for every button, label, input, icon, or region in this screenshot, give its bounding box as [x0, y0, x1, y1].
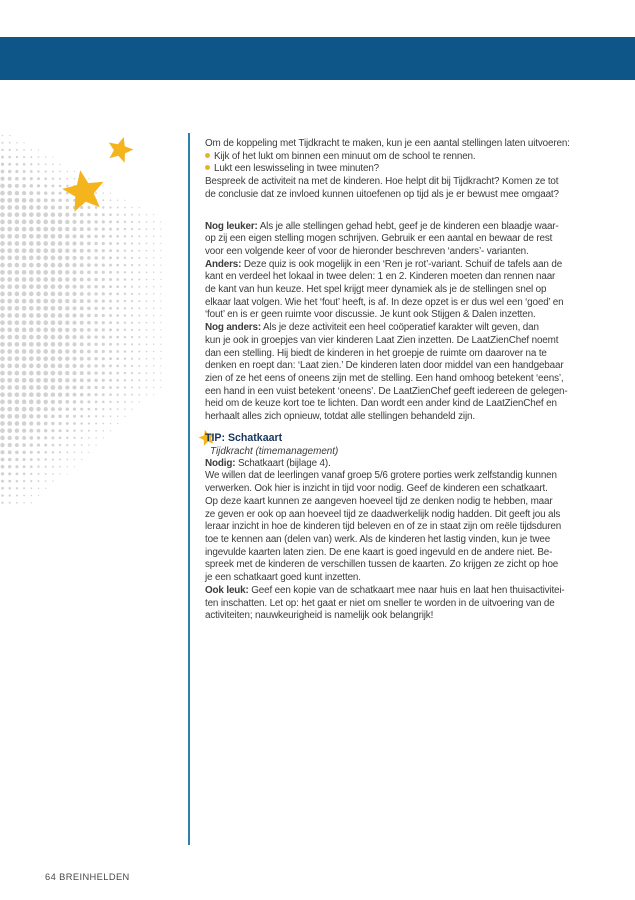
vertical-divider — [188, 133, 190, 845]
star-icon-small — [109, 137, 134, 163]
page-number: 64 — [45, 872, 57, 882]
footer — [45, 872, 130, 882]
text-line: Nodig: Schatkaart (bijlage 4). — [205, 457, 331, 469]
text-line: Ook leuk: Geef een kopie van de schatkaart mee naar huis en laat hen thuisactivitei- — [205, 584, 565, 596]
text-line: denken en roept dan: ‘Laat zien.’ De kinderen laten door middel van een handgebaar — [205, 360, 564, 372]
text-line: Nog leuker: Als je alle stellingen gehad hebt, geef je de kinderen een blaadje waar- — [205, 220, 559, 232]
text-line: een hand in een vuist betekent ‘oneens’. De LaatZienChef geeft iedereen de gelegen- — [205, 385, 568, 397]
text-line: Kijk of het lukt om binnen een minuut om de school te rennen. — [205, 151, 630, 164]
tip-heading — [205, 432, 630, 445]
text-line: de kant van hun keuze. Het spel krijgt meer dynamiek als je de stellingen snel op — [205, 284, 547, 296]
text-line: toe te kennen aan (delen van) werk. Als de kinderen het lastig vinden, kun je twee — [205, 533, 551, 545]
header-bar — [0, 37, 635, 80]
bullet-icon — [205, 153, 210, 158]
text-line: heid om de keuze kort toe te lichten. Dan wordt een ander kind de LaatZienChef en — [205, 398, 557, 410]
text-line: verwerken. Ook hier is inzicht in tijd voor nodig. Geef de kinderen een schatkaart. — [205, 483, 548, 495]
text-line: ten inschatten. Let op: het gaat er niet om sneller te worden in de uitvoering van de — [205, 597, 555, 609]
text-line: Nog anders: Als je deze activiteit een heel coöperatief karakter wilt geven, dan — [205, 322, 539, 334]
text-line: Bespreek de activiteit na met de kinderen. Hoe helpt dit bij Tijdkracht? Komen ze tot — [205, 176, 559, 188]
text-line: op zij een eigen stelling mogen schrijven. Gebruik er een aantal en bewaar de rest — [205, 233, 553, 245]
tip-heading-text: TIP: Schatkaart — [205, 431, 283, 444]
text-line: de conclusie dat ze invloed kunnen uitoefenen op tijd als je er bewust mee omgaat? — [205, 188, 559, 200]
text-line: ze geven er ook op aan hoeveel tijd ze daadwerkelijk nodig hadden. Dit geeft jou als — [205, 508, 561, 520]
text-line: Anders: Deze quiz is ook mogelijk in een ‘Ren je rot’-variant. Schuif de tafels aan de — [205, 258, 563, 270]
text-line: je een schatkaart goed kunt inzetten. — [205, 572, 361, 584]
text-line: We willen dat de leerlingen vanaf groep 5/6 grotere porties werk zelfstandig kunnen — [205, 470, 557, 482]
text-line: herhaalt alles zich opnieuw, totdat alle stellingen behandeld zijn. — [205, 411, 475, 423]
text-line: Op deze kaart kunnen ze aangeven hoeveel tijd ze denken nodig te hebben, maar — [205, 495, 553, 507]
bullet-icon — [205, 165, 210, 170]
text-line: zien of ze het eens of oneens zijn met de stelling. Een hand omhoog betekent ‘eens’, — [205, 372, 564, 384]
text-line: voor een volgende keer of voor de hieronder beschreven ‘anders’- varianten. — [205, 245, 529, 257]
text-line: leraar inzicht in hoe de kinderen tijd beleven en of ze in staat zijn om reële tijdsduren — [205, 521, 562, 533]
paragraph-variants — [205, 221, 630, 424]
paragraph-intro — [205, 138, 630, 202]
paragraph-schatkaart — [205, 458, 630, 623]
text-line: ‘fout’ en is er geen ruimte voor discussie. Je kunt ook Stijgen & Dalen inzetten. — [205, 309, 536, 321]
text-line: activiteiten; nauwkeurigheid is namelijk ook belangrijk! — [205, 610, 434, 622]
text-line: elkaar laat volgen. Wie het ‘fout’ heeft, is af. In deze opzet is er dus wel een ‘goed’ en — [205, 296, 564, 308]
text-column — [205, 138, 630, 623]
text-line: kun je ook in groepjes van vier kinderen Laat Zien inzetten. De LaatZienChef noemt — [205, 334, 559, 346]
text-line: dan een stelling. Hij biedt de kinderen in het groepje de ruimte om daarover na te — [205, 347, 547, 359]
tip-subheading: Tijdkracht (timemanagement) — [210, 445, 339, 457]
star-icon-large — [62, 170, 103, 212]
text-line: Om de koppeling met Tijdkracht te maken, kun je een aantal stellingen laten uitvoeren: — [205, 138, 570, 149]
text-line: ingevulde kaarten laten zien. De ene kaart is goed ingevuld en de andere niet. Be- — [205, 546, 553, 558]
brand-name: BREINHELDEN — [59, 872, 130, 882]
text-line: spreek met de kinderen de verschillen tussen de kaarten. Zo krijgen ze zicht op hoe — [205, 559, 559, 571]
text-line: Lukt een leswisseling in twee minuten? — [205, 163, 630, 176]
text-line: kant en verdeel het lokaal in twee delen: 1 en 2. Kinderen moeten dan rennen naar — [205, 271, 556, 283]
